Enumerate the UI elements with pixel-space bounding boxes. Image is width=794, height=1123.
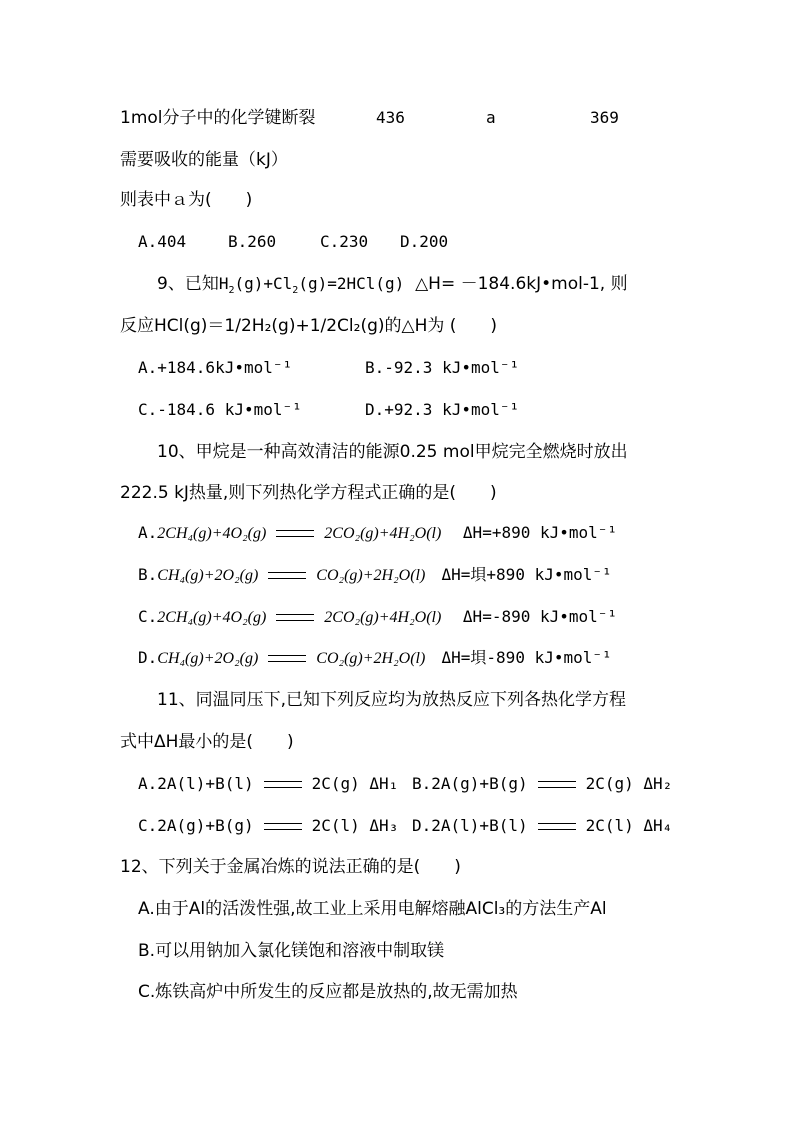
- question-12-stem: 12、下列关于金属冶炼的说法正确的是( ): [120, 857, 461, 877]
- q11-option-c: [138, 815, 398, 837]
- question-9-line2: 反应HCl(g)＝1/2H₂(g)+1/2Cl₂(g)的△H为 ( ): [120, 316, 498, 336]
- q12-option-b: B.可以用钠加入氯化镁饱和溶液中制取镁: [138, 941, 445, 961]
- equals-arrow-icon: [538, 823, 576, 830]
- q9-equation: $H_2(g)+Cl_2(g)=2HCl(g)$: [218, 274, 405, 297]
- q10-d-dh: ΔH=垻-890 kJ•mol⁻¹: [441, 648, 612, 667]
- q11-d-lhs: D.2A(l)+B(l): [412, 816, 528, 835]
- q10-option-c: [138, 606, 617, 629]
- q11-d-rhs: 2C(l) ΔH₄: [585, 816, 673, 835]
- q11-option-b: [412, 773, 672, 795]
- table-value-3: 369: [590, 108, 619, 127]
- q8-option-d: D.200: [400, 232, 449, 251]
- question-9-line1: [157, 273, 628, 302]
- q12-option-a: A.由于Al的活泼性强,故工业上采用电解熔融AlCl₃的方法生产Al: [138, 899, 607, 919]
- equals-arrow-icon: [538, 781, 576, 788]
- equals-arrow-icon: [264, 823, 302, 830]
- table-row-energy: 需要吸收的能量（kJ）: [120, 150, 288, 170]
- q10-a-lhs: 2CH₄(g)+4O₂(g): [157, 525, 267, 542]
- question-11-line2: 式中ΔH最小的是( ): [120, 732, 294, 752]
- equals-arrow-icon: [276, 530, 314, 537]
- q11-c-rhs: 2C(l) ΔH₃: [311, 816, 399, 835]
- q9-prefix: 9、已知: [157, 274, 219, 294]
- q11-b-lhs: B.2A(g)+B(g): [412, 774, 528, 793]
- q10-b-lhs: CH₄(g)+2O₂(g): [157, 567, 259, 584]
- equals-arrow-icon: [276, 614, 314, 621]
- equals-arrow-icon: [264, 781, 302, 788]
- question-8-stem: 则表中ａ为( ): [120, 190, 253, 210]
- q10-d-rhs: CO₂(g)+2H₂O(l): [316, 650, 426, 667]
- q11-a-lhs: A.2A(l)+B(l): [138, 774, 254, 793]
- q9-option-c: C.-184.6 kJ•mol⁻¹: [138, 400, 302, 419]
- q10-b-label: B.: [138, 565, 158, 584]
- q8-option-a: A.404: [138, 232, 187, 251]
- q9-suffix: △H= －184.6kJ•mol-1, 则: [415, 274, 628, 294]
- q8-option-c: C.230: [320, 232, 369, 251]
- q10-option-a: [138, 522, 617, 545]
- q10-a-dh: ΔH=+890 kJ•mol⁻¹: [462, 523, 618, 542]
- q8-option-b: B.260: [228, 232, 277, 251]
- table-value-2: a: [486, 108, 496, 127]
- table-value-1: 436: [376, 108, 405, 127]
- question-10-line2: 222.5 kJ热量,则下列热化学方程式正确的是( ): [120, 483, 497, 503]
- q10-option-d: [138, 647, 612, 670]
- question-11-line1: 11、同温同压下,已知下列反应均为放热反应下列各热化学方程: [157, 690, 627, 710]
- table-row-bond-breaking: [120, 107, 316, 129]
- q10-a-label: A.: [138, 523, 158, 542]
- q10-c-dh: ΔH=-890 kJ•mol⁻¹: [462, 607, 618, 626]
- q9-option-b: B.-92.3 kJ•mol⁻¹: [365, 358, 520, 377]
- q10-d-label: D.: [138, 648, 158, 667]
- equals-arrow-icon: [268, 655, 306, 662]
- table-row-label: 1mol分子中的化学键断裂: [120, 108, 316, 128]
- q10-option-b: [138, 564, 612, 587]
- q11-b-rhs: 2C(g) ΔH₂: [585, 774, 673, 793]
- q10-b-rhs: CO₂(g)+2H₂O(l): [316, 567, 426, 584]
- q10-d-lhs: CH₄(g)+2O₂(g): [157, 650, 259, 667]
- equals-arrow-icon: [268, 572, 306, 579]
- q9-option-d: D.+92.3 kJ•mol⁻¹: [365, 400, 520, 419]
- question-10-line1: 10、甲烷是一种高效清洁的能源0.25 mol甲烷完全燃烧时放出: [157, 442, 628, 462]
- q12-option-c: C.炼铁高炉中所发生的反应都是放热的,故无需加热: [138, 982, 518, 1002]
- q9-option-a: A.+184.6kJ•mol⁻¹: [138, 358, 293, 377]
- q10-c-label: C.: [138, 607, 158, 626]
- q11-option-a: [138, 773, 398, 795]
- q10-c-rhs: 2CO₂(g)+4H₂O(l): [324, 609, 442, 626]
- q11-a-rhs: 2C(g) ΔH₁: [311, 774, 399, 793]
- q10-c-lhs: 2CH₄(g)+4O₂(g): [157, 609, 267, 626]
- q10-a-rhs: 2CO₂(g)+4H₂O(l): [324, 525, 442, 542]
- q11-c-lhs: C.2A(g)+B(g): [138, 816, 254, 835]
- q11-option-d: [412, 815, 672, 837]
- q10-b-dh: ΔH=垻+890 kJ•mol⁻¹: [441, 565, 612, 584]
